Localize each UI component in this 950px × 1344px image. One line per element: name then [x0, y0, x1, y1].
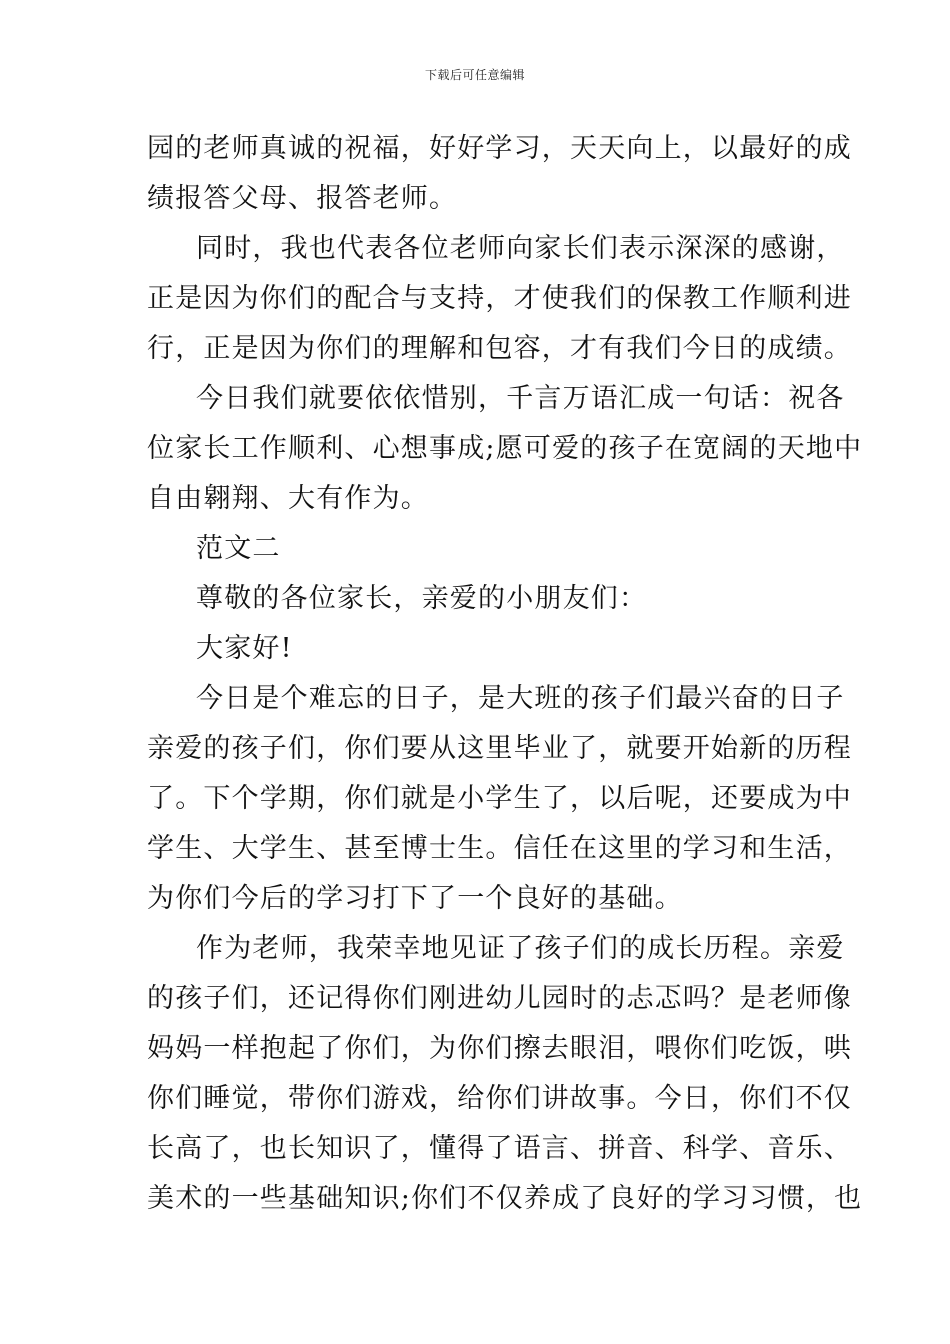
- text-line: 你们睡觉，带你们游戏，给你们讲故事。今日，你们不仅: [147, 1083, 852, 1114]
- text-line: 今日我们就要依依惜别，千言万语汇成一句话：祝各: [196, 383, 845, 414]
- section-heading: 范文二: [196, 533, 281, 564]
- text-line: 园的老师真诚的祝福，好好学习，天天向上，以最好的成: [147, 133, 852, 164]
- text-line: 亲爱的孩子们，你们要从这里毕业了，就要开始新的历程: [147, 733, 852, 764]
- text-line: 自由翱翔、大有作为。: [147, 483, 429, 514]
- text-line: 正是因为你们的配合与支持，才使我们的保教工作顺利进: [147, 283, 852, 314]
- text-line: 为你们今后的学习打下了一个良好的基础。: [147, 883, 683, 914]
- text-line: 了。下个学期，你们就是小学生了，以后呢，还要成为中: [147, 783, 852, 814]
- text-line: 的孩子们，还记得你们刚进幼儿园时的忐忑吗？是老师像: [147, 983, 852, 1014]
- text-line: 同时，我也代表各位老师向家长们表示深深的感谢，: [196, 233, 845, 264]
- greeting: 大家好!: [196, 633, 293, 664]
- text-line: 位家长工作顺利、心想事成;愿可爱的孩子在宽阔的天地中: [147, 433, 863, 464]
- page-header: 下载后可任意编辑: [424, 68, 525, 82]
- text-line: 长高了，也长知识了，懂得了语言、拼音、科学、音乐、: [147, 1133, 852, 1164]
- text-line: 学生、大学生、甚至博士生。信任在这里的学习和生活，: [147, 833, 852, 864]
- text-line: 行，正是因为你们的理解和包容，才有我们今日的成绩。: [147, 333, 852, 364]
- salutation: 尊敬的各位家长，亲爱的小朋友们：: [196, 583, 648, 614]
- text-line: 妈妈一样抱起了你们，为你们擦去眼泪，喂你们吃饭，哄: [147, 1033, 852, 1064]
- text-line: 绩报答父母、报答老师。: [147, 183, 458, 214]
- text-line: 今日是个难忘的日子，是大班的孩子们最兴奋的日子: [196, 683, 845, 714]
- text-line: 作为老师，我荣幸地见证了孩子们的成长历程。亲爱: [196, 933, 845, 964]
- text-line: 美术的一些基础知识;你们不仅养成了良好的学习习惯，也: [147, 1183, 863, 1214]
